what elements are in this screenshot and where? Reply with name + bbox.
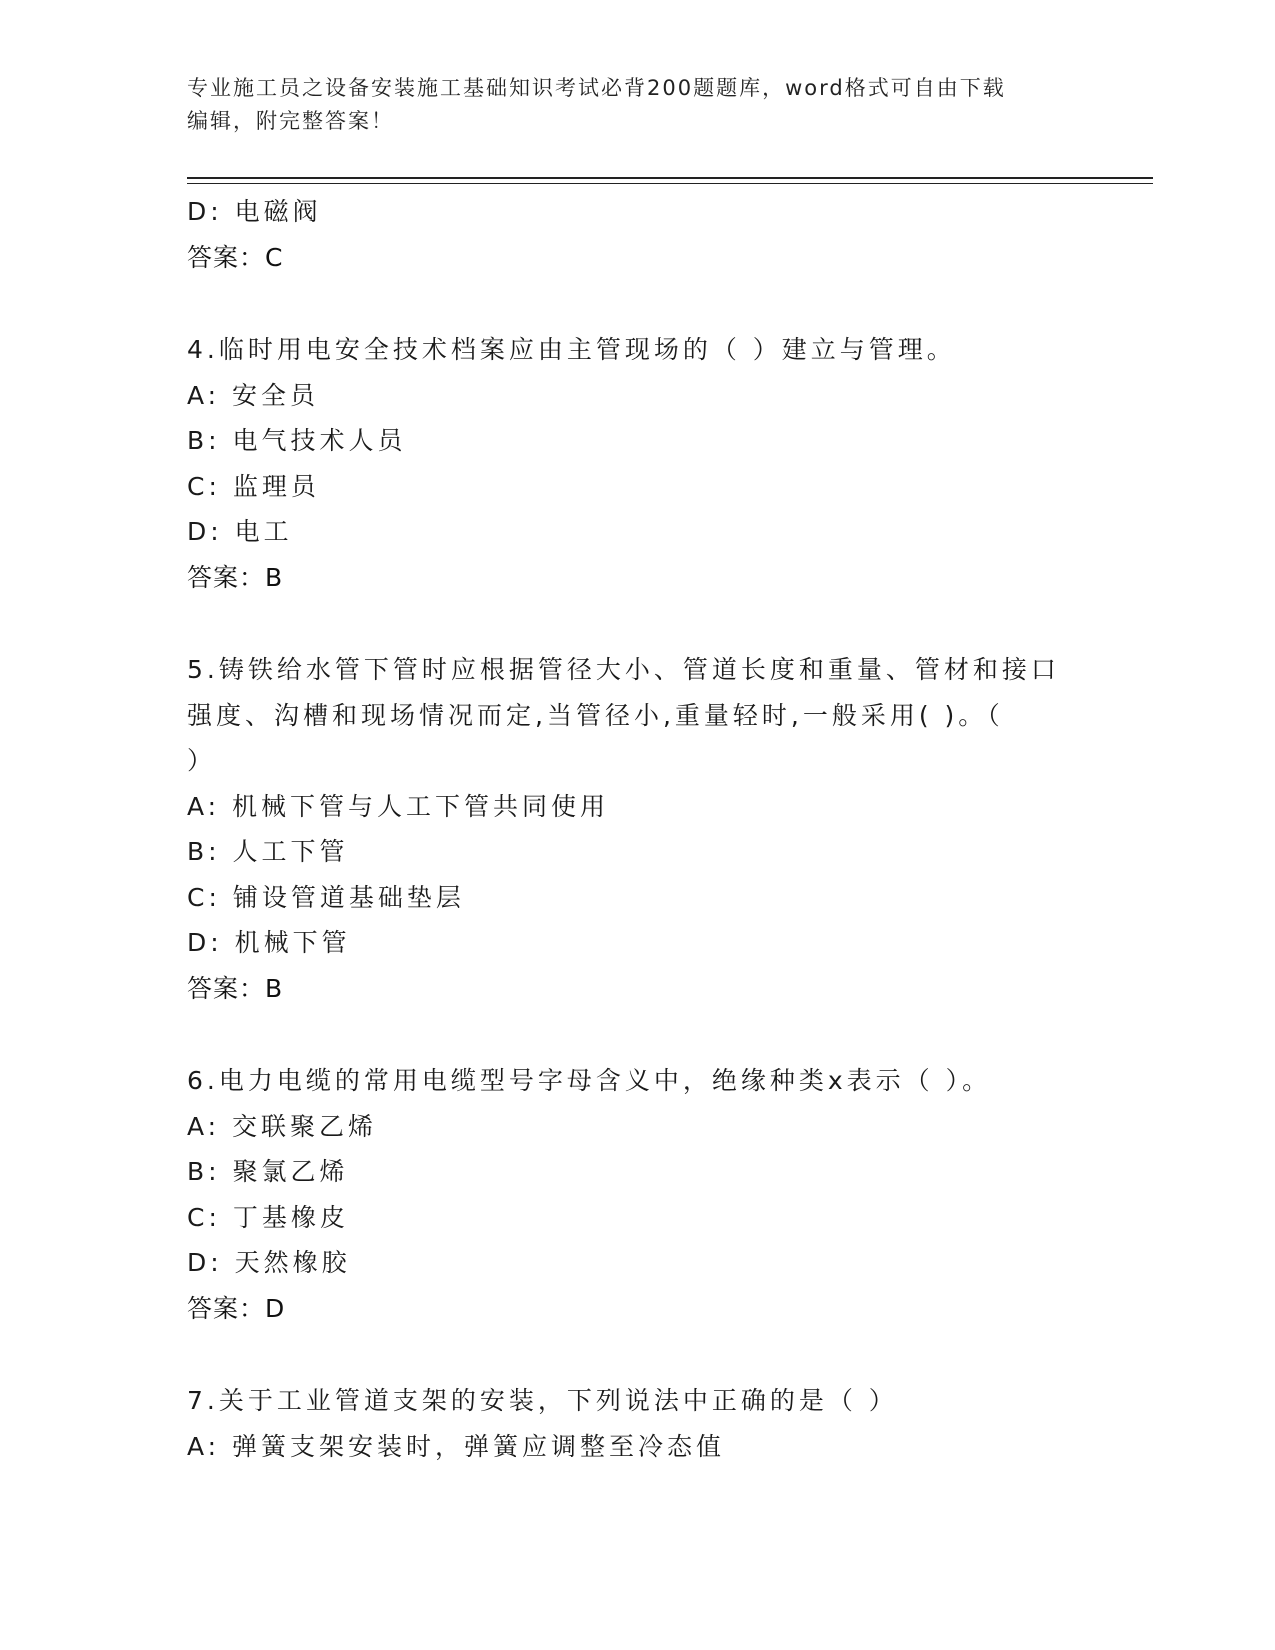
- question-stem: [187, 1378, 1067, 1424]
- option-c: C: 丁基橡皮: [187, 1202, 349, 1232]
- document-header: [187, 72, 1087, 138]
- question-stem-line: 4.临时用电安全技术档案应由主管现场的（ ）建立与管理。: [187, 335, 956, 364]
- question-stem-line: 强度、沟槽和现场情况而定,当管径小,重量轻时,一般采用( )。（: [187, 700, 1004, 730]
- header-title-line2: 编辑，附完整答案！: [187, 109, 394, 133]
- option-a: A: 交联聚乙烯: [187, 1111, 378, 1141]
- question-stem-line: 6.电力电缆的常用电缆型号字母含义中，绝缘种类x表示（ ）。: [187, 1066, 992, 1095]
- option-d: D: 天然橡胶: [187, 1248, 351, 1277]
- question-block: [187, 1378, 1087, 1469]
- option-c: C: 铺设管道基础垫层: [187, 882, 465, 912]
- question-block: [187, 647, 1087, 1011]
- question-stem-line: ）: [187, 746, 217, 775]
- answer: 答案：B: [187, 562, 284, 592]
- header-rule-thick: [187, 177, 1153, 179]
- option-d: D: 机械下管: [187, 928, 351, 957]
- question-block: [187, 327, 1087, 600]
- header-title-line1: 专业施工员之设备安装施工基础知识考试必背200题题库，word格式可自由下载: [187, 76, 1006, 100]
- option-b: B: 人工下管: [187, 837, 349, 866]
- question-stem: [187, 1058, 1067, 1104]
- option-b: B: 聚氯乙烯: [187, 1157, 349, 1186]
- option-a: A: 弹簧支架安装时，弹簧应调整至冷态值: [187, 1431, 726, 1461]
- answer: 答案：B: [187, 973, 284, 1003]
- option-a: A: 机械下管与人工下管共同使用: [187, 791, 610, 821]
- question-list: [187, 189, 1087, 1469]
- answer: 答案：D: [187, 1293, 286, 1323]
- option-b: B: 电气技术人员: [187, 426, 407, 455]
- question-stem-line: 5.铸铁给水管下管时应根据管径大小、管道长度和重量、管材和接口: [187, 655, 1060, 684]
- question-stem: [187, 647, 1067, 784]
- question-stem-line: 7.关于工业管道支架的安装，下列说法中正确的是（ ）: [187, 1386, 898, 1415]
- question-stem: [187, 327, 1067, 373]
- header-rule-thin: [187, 183, 1153, 184]
- option-c: C: 监理员: [187, 471, 320, 501]
- question-block: [187, 1058, 1087, 1331]
- option-a: A: 安全员: [187, 380, 320, 410]
- prev-answer: 答案：C: [187, 242, 284, 272]
- option-d: D: 电工: [187, 517, 293, 546]
- prev-option-d: D: 电磁阀: [187, 197, 322, 226]
